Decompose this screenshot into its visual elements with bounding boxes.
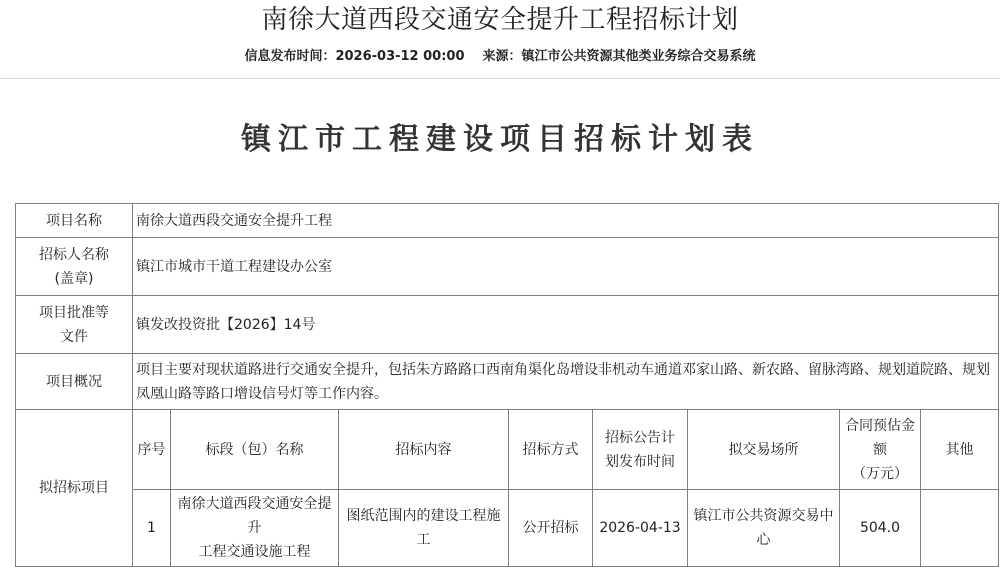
item-announce-date: 2026-04-13 (593, 490, 688, 567)
col-amount-header (840, 410, 921, 490)
col-other-header: 其他 (921, 410, 999, 490)
table-row (16, 490, 999, 567)
approval-value: 镇发改投资批【2026】14号 (133, 296, 999, 354)
row-approval (16, 296, 999, 354)
header-divider (0, 78, 1000, 79)
publish-time-label: 信息发布时间： (244, 49, 336, 64)
col-announce-header-line1: 招标公告计 (605, 429, 675, 446)
tenderer-label (16, 238, 133, 296)
approval-label-line2: 文件 (60, 328, 88, 345)
tender-plan-table (15, 203, 999, 567)
approval-label-line1: 项目批准等 (39, 304, 109, 321)
col-method-header: 招标方式 (509, 410, 593, 490)
col-announce-header (593, 410, 688, 490)
item-venue: 镇江市公共资源交易中心 (688, 490, 840, 567)
planned-label: 拟招标项目 (16, 410, 133, 567)
document-title: 镇江市工程建设项目招标计划表 (241, 122, 759, 157)
item-section-line2: 工程交通设施工程 (198, 544, 311, 560)
col-announce-header-line2: 划发布时间 (605, 453, 675, 470)
page-title: 南徐大道西段交通安全提升工程招标计划 (261, 5, 739, 35)
col-amount-header-line2: 额 (873, 441, 887, 458)
tenderer-value: 镇江市城市干道工程建设办公室 (133, 238, 999, 296)
item-amount: 504.0 (840, 490, 921, 567)
item-other (921, 490, 999, 567)
item-section (171, 490, 339, 567)
row-project-name (16, 204, 999, 238)
row-tenderer (16, 238, 999, 296)
tenderer-label-line2: (盖章) (54, 270, 94, 287)
col-content-header: 招标内容 (339, 410, 509, 490)
overview-value: 项目主要对现状道路进行交通安全提升，包括朱方路路口西南角渠化岛增设非机动车通道邓家山路、新农路、留脉湾路、规划道院路、规划凤凰山路等路口增设信号灯等工作内容。 (133, 354, 999, 410)
sub-table-header-row (16, 410, 999, 490)
col-venue-header: 拟交易场所 (688, 410, 840, 490)
project-name-label: 项目名称 (16, 204, 133, 238)
item-seq: 1 (133, 490, 171, 567)
col-section-header: 标段（包）名称 (171, 410, 339, 490)
publish-meta (0, 47, 1000, 67)
col-seq-header: 序号 (133, 410, 171, 490)
approval-label (16, 296, 133, 354)
publish-time: 2026-03-12 00:00 (335, 49, 465, 64)
item-section-line1: 南徐大道西段交通安全提升 (177, 496, 332, 536)
item-method: 公开招标 (509, 490, 593, 567)
source-value: 镇江市公共资源其他类业务综合交易系统 (521, 49, 756, 64)
item-content: 图纸范围内的建设工程施工 (339, 490, 509, 567)
overview-label: 项目概况 (16, 354, 133, 410)
col-amount-header-line1: 合同预估金 (845, 417, 915, 434)
tenderer-label-line1: 招标人名称 (39, 246, 109, 263)
source-label: 来源： (482, 49, 522, 64)
col-amount-header-line3: （万元） (852, 465, 908, 482)
project-name-value: 南徐大道西段交通安全提升工程 (133, 204, 999, 238)
row-overview (16, 354, 999, 410)
